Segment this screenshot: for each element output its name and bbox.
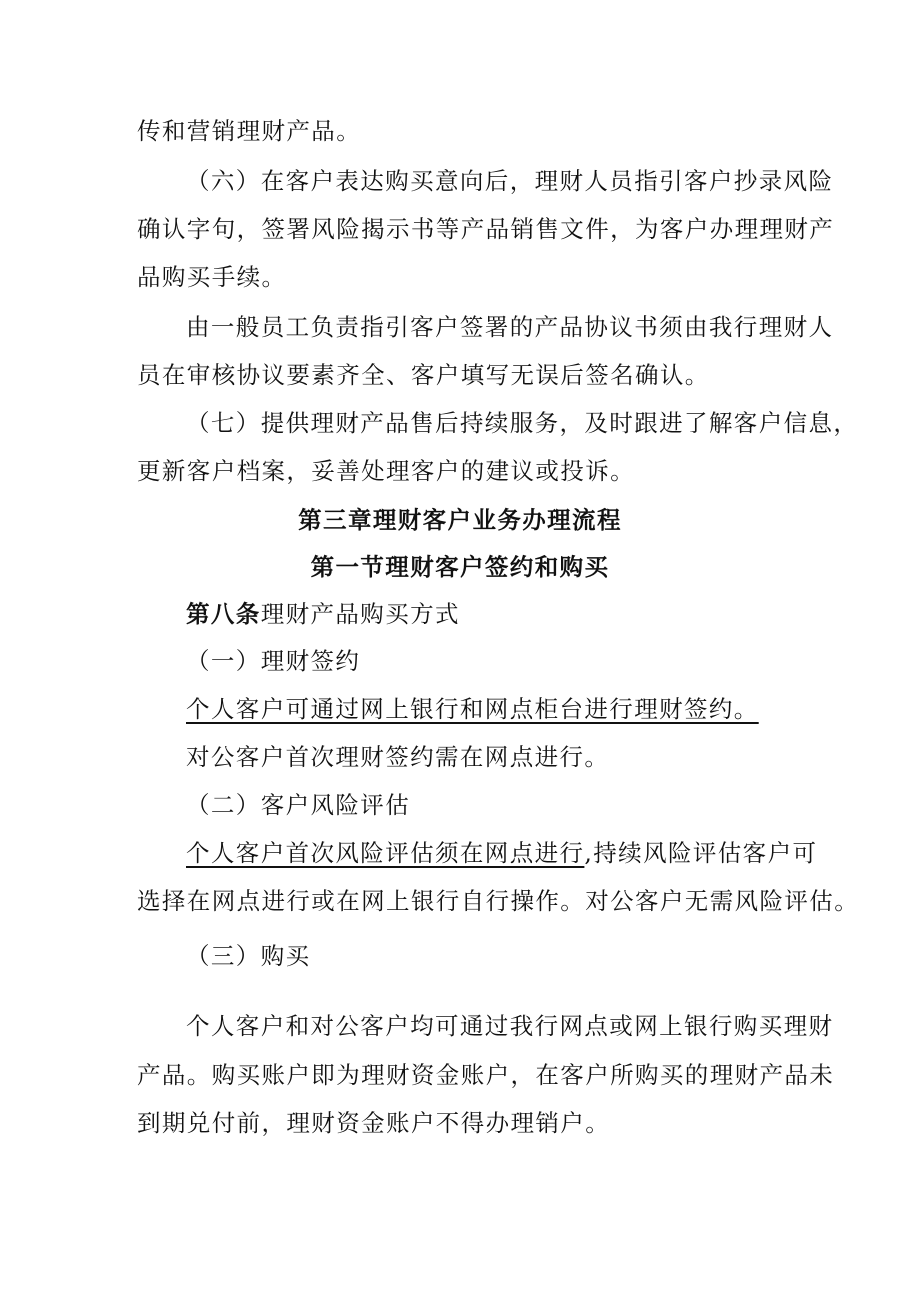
paragraph-line: （七）提供理财产品售后持续服务，及时跟进了解客户信息，	[186, 409, 859, 437]
paragraph-line: 员在审核协议要素齐全、客户填写无误后签名确认。	[137, 361, 710, 389]
article-heading	[186, 599, 460, 629]
paragraph-line	[186, 838, 817, 868]
paragraph-line: 选择在网点进行或在网上银行自行操作。对公客户无需风险评估。	[137, 887, 860, 915]
paragraph-line: 确认字句，签署风险揭示书等产品销售文件，为客户办理理财产	[137, 215, 835, 243]
paragraph-line: 品购买手续。	[137, 263, 287, 291]
paragraph-line: 产品。购买账户即为理财资金账户，在客户所购买的理财产品未	[137, 1061, 835, 1089]
paragraph-line: 个人客户和对公客户均可通过我行网点或网上银行购买理财	[186, 1012, 834, 1040]
article-label: 第八条	[186, 600, 261, 628]
paragraph-line: 到期兑付前，理财资金账户不得办理销户。	[137, 1109, 611, 1137]
chapter-title: 第三章理财客户业务办理流程	[298, 506, 622, 534]
paragraph-line: 对公客户首次理财签约需在网点进行。	[186, 743, 610, 771]
item-heading: （一）理财签约	[186, 647, 361, 675]
underlined-line: 个人客户可通过网上银行和网点柜台进行理财签约。	[186, 695, 759, 723]
item-heading: （二）客户风险评估	[186, 791, 411, 819]
paragraph-line: 传和营销理财产品。	[137, 117, 362, 145]
paragraph-line: （六）在客户表达购买意向后，理财人员指引客户抄录风险	[186, 167, 834, 195]
underlined-text: 个人客户首次风险评估须在网点进行	[186, 839, 585, 867]
section-title: 第一节理财客户签约和购买	[310, 553, 610, 581]
paragraph-line: 由一般员工负责指引客户签署的产品协议书须由我行理财人	[186, 313, 834, 341]
paragraph-line: 更新客户档案，妥善处理客户的建议或投诉。	[137, 457, 635, 485]
article-title: 理财产品购买方式	[260, 600, 460, 628]
paragraph-text: ,持续风险评估客户可	[584, 839, 818, 867]
item-heading: （三）购买	[186, 942, 311, 970]
